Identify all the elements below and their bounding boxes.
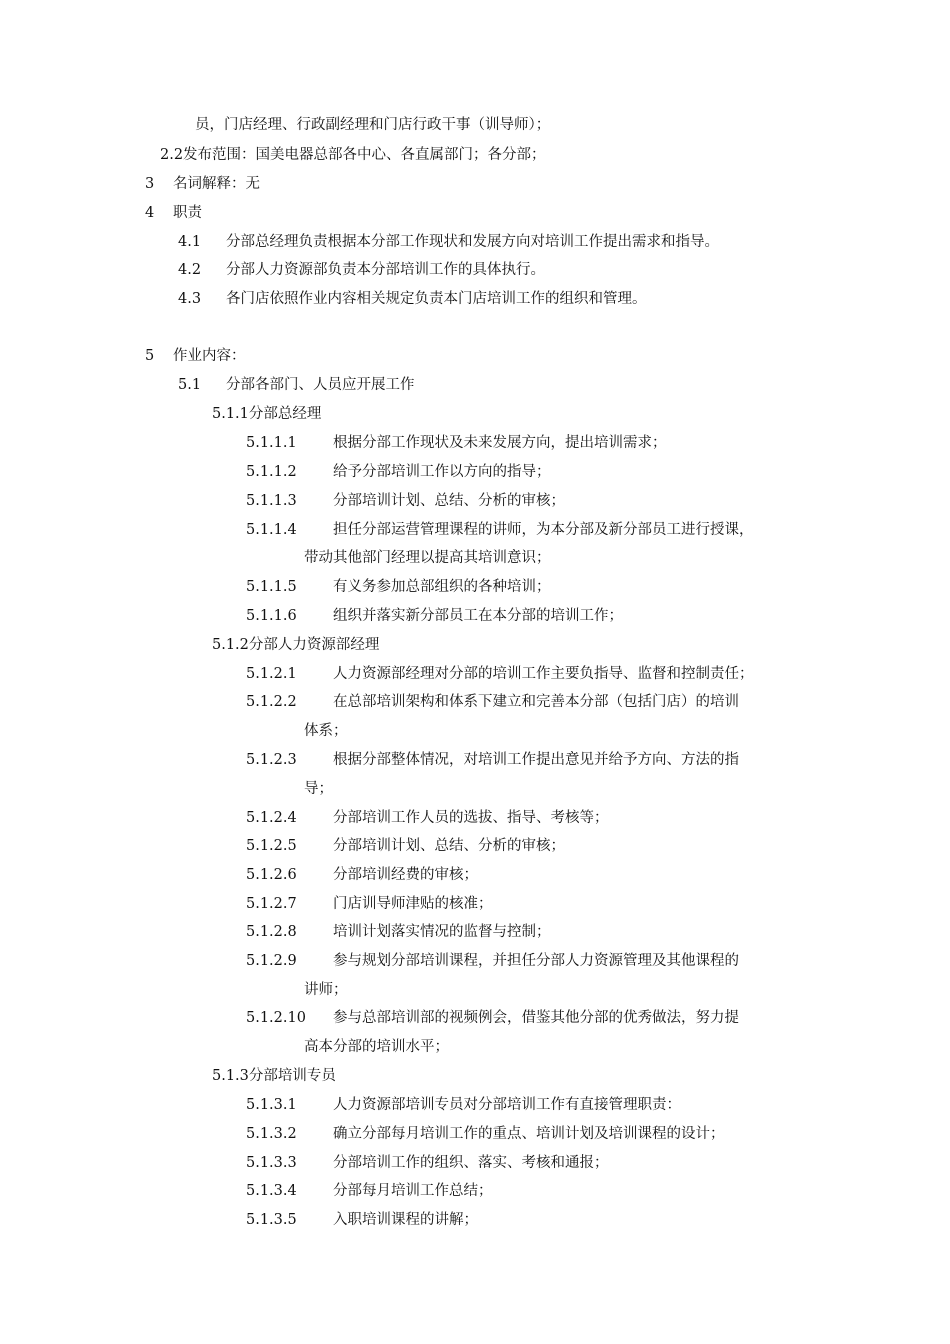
item-text: 分部培训经费的审核； [333, 867, 478, 883]
item-text: 分部培训工作人员的选拔、指导、考核等； [333, 810, 609, 826]
item-number: 5.1.2.1 [246, 666, 297, 682]
item-text: 入职培训课程的讲解； [333, 1212, 478, 1228]
list-item [246, 750, 739, 770]
list-item [246, 922, 551, 942]
list-item [246, 462, 551, 482]
section-5 [145, 346, 246, 366]
item-number: 5.1.2.7 [246, 896, 297, 912]
item-continuation: 带动其他部门经理以提高其培训意识； [304, 550, 551, 566]
list-item [246, 1181, 493, 1201]
list-item [246, 433, 667, 453]
subsection-heading: 5.1.3分部培训专员 [212, 1068, 336, 1084]
section-title: 作业内容： [173, 348, 246, 364]
subsection-heading: 5.1.2分部人力资源部经理 [212, 637, 380, 653]
list-item [246, 692, 739, 712]
item-number: 5.1.3.2 [246, 1126, 297, 1142]
list-item [246, 606, 623, 626]
section-number: 5 [145, 348, 155, 364]
list-item [246, 894, 493, 914]
item-number: 5.1.2.8 [246, 924, 297, 940]
item-continuation: 体系； [304, 723, 348, 739]
item-text: 人力资源部经理对分部的培训工作主要负指导、监督和控制责任； [333, 666, 754, 682]
list-item [178, 289, 647, 309]
continuation-line: 员，门店经理、行政副经理和门店行政干事（训导师）； [195, 117, 551, 133]
list-item [246, 520, 754, 540]
item-number: 4.1 [178, 234, 202, 250]
list-item [246, 808, 609, 828]
item-number: 5.1.3.1 [246, 1097, 297, 1113]
item-number: 5.1.1.3 [246, 493, 297, 509]
list-item [246, 1153, 609, 1173]
item-number: 5.1.2.9 [246, 953, 297, 969]
item-number: 5.1.2.4 [246, 810, 297, 826]
section-number: 3 [145, 176, 155, 192]
item-text: 培训计划落实情况的监督与控制； [333, 924, 551, 940]
list-item [246, 664, 754, 684]
item-text: 给予分部培训工作以方向的指导； [333, 464, 551, 480]
list-item [246, 865, 478, 885]
item-number: 4.3 [178, 291, 202, 307]
item-continuation: 高本分部的培训水平； [304, 1039, 449, 1055]
list-item [246, 836, 565, 856]
list-item [246, 1210, 478, 1230]
item-text: 人力资源部培训专员对分部培训工作有直接管理职责： [333, 1097, 681, 1113]
item-number: 5.1.3.4 [246, 1183, 297, 1199]
item-text: 参与总部培训部的视频例会，借鉴其他分部的优秀做法，努力提 [333, 1010, 739, 1026]
item-continuation: 讲师； [304, 982, 348, 998]
item-text: 担任分部运营管理课程的讲师，为本分部及新分部员工进行授课， [333, 522, 754, 538]
list-item [246, 491, 565, 511]
list-item [178, 260, 545, 280]
item-number: 5.1.3.5 [246, 1212, 297, 1228]
list-item [246, 1008, 739, 1028]
item-text: 分部培训工作的组织、落实、考核和通报； [333, 1155, 609, 1171]
item-text: 分部培训计划、总结、分析的审核； [333, 838, 565, 854]
item-number: 5.1.2.6 [246, 867, 297, 883]
item-number: 5.1.2.5 [246, 838, 297, 854]
subsection-5-1 [178, 375, 415, 395]
item-text: 根据分部工作现状及未来发展方向，提出培训需求； [333, 435, 667, 451]
item-number: 5.1.2.3 [246, 752, 297, 768]
item-text: 参与规划分部培训课程，并担任分部人力资源管理及其他课程的 [333, 953, 739, 969]
item-number: 5.1.1.4 [246, 522, 297, 538]
subsection-title: 分部各部门、人员应开展工作 [226, 377, 415, 393]
item-number: 5.1.1.6 [246, 608, 297, 624]
item-number: 5.1.1.5 [246, 579, 297, 595]
item-text: 分部培训计划、总结、分析的审核； [333, 493, 565, 509]
item-number: 5.1.1.2 [246, 464, 297, 480]
item-number: 5.1.2.2 [246, 694, 297, 710]
section-4 [145, 203, 202, 223]
item-number: 5.1.1.1 [246, 435, 297, 451]
item-continuation: 导； [304, 781, 333, 797]
list-item [178, 232, 719, 252]
item-text: 分部人力资源部负责本分部培训工作的具体执行。 [226, 262, 545, 278]
item-text: 分部总经理负责根据本分部工作现状和发展方向对培训工作提出需求和指导。 [226, 234, 719, 250]
list-item [246, 1095, 681, 1115]
item-text: 确立分部每月培训工作的重点、培训计划及培训课程的设计； [333, 1126, 725, 1142]
section-number: 4 [145, 205, 155, 221]
subsection-heading: 5.1.1分部总经理 [212, 406, 322, 422]
section-title: 职责 [173, 205, 202, 221]
item-text: 门店训导师津贴的核准； [333, 896, 493, 912]
item-text: 组织并落实新分部员工在本分部的培训工作； [333, 608, 623, 624]
scope-line: 2.2发布范围：国美电器总部各中心、各直属部门；各分部； [160, 147, 546, 163]
list-item [246, 577, 551, 597]
item-text: 有义务参加总部组织的各种培训； [333, 579, 551, 595]
item-number: 5.1.2.10 [246, 1010, 306, 1026]
section-3 [145, 174, 260, 194]
item-number: 5.1.3.3 [246, 1155, 297, 1171]
item-number: 4.2 [178, 262, 202, 278]
item-text: 各门店依照作业内容相关规定负责本门店培训工作的组织和管理。 [226, 291, 647, 307]
subsection-number: 5.1 [178, 377, 202, 393]
item-text: 根据分部整体情况，对培训工作提出意见并给予方向、方法的指 [333, 752, 739, 768]
section-title: 名词解释：无 [173, 176, 260, 192]
item-text: 分部每月培训工作总结； [333, 1183, 493, 1199]
item-text: 在总部培训架构和体系下建立和完善本分部（包括门店）的培训 [333, 694, 739, 710]
list-item [246, 1124, 725, 1144]
list-item [246, 951, 739, 971]
